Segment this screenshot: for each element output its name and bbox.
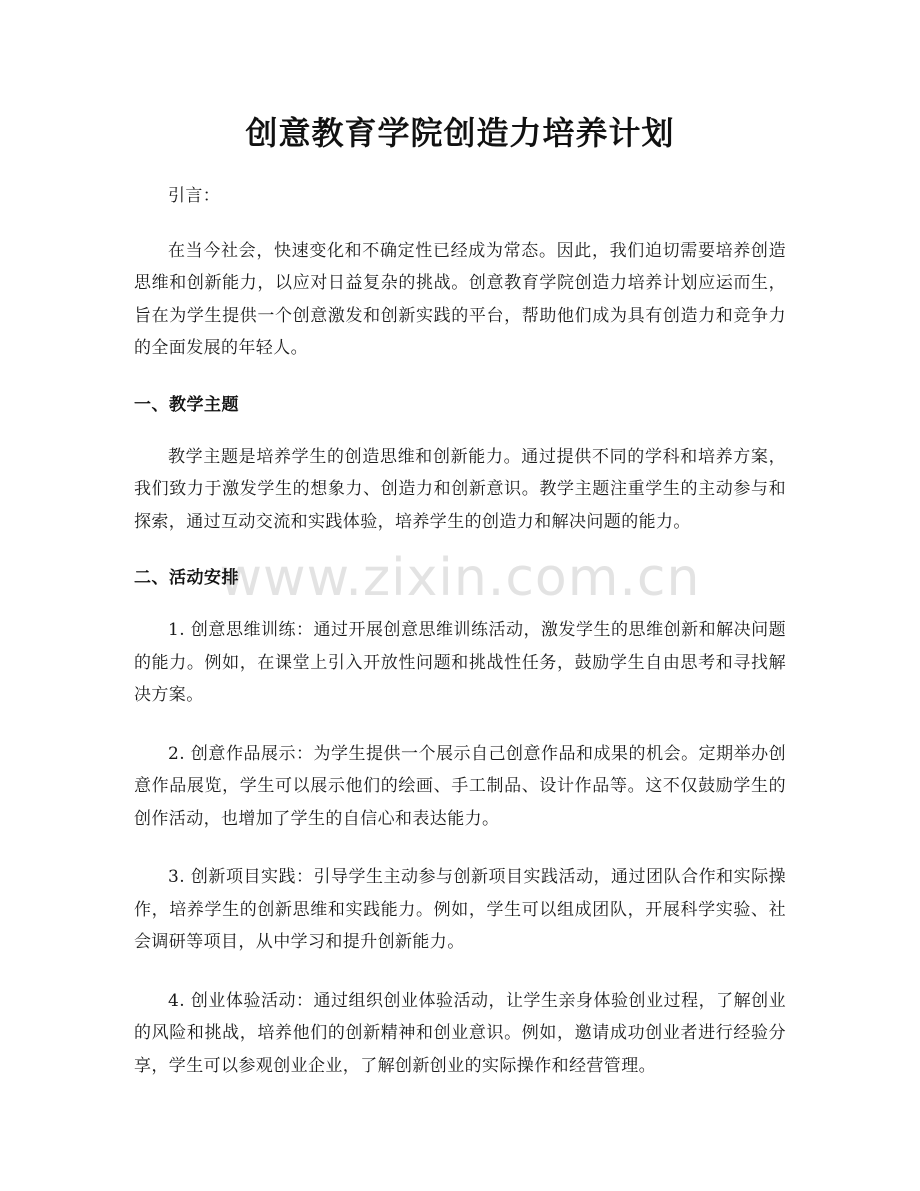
section-paragraph: 教学主题是培养学生的创造思维和创新能力。通过提供不同的学科和培养方案，我们致力于激发学生的想象力、创造力和创新意识。教学主题注重学生的主动参与和探索，通过互动交流和实践体验，培养学生的创造力和解决问题的能力。 [134, 446, 786, 532]
activity-item-4: 4. 创业体验活动：通过组织创业体验活动，让学生亲身体验创业过程，了解创业的风险和挑战，培养他们的创新精神和创业意识。例如，邀请成功创业者进行经验分享，学生可以参观创业企业，了解创新创业的实际操作和经营管理。 [134, 990, 786, 1076]
activity-item-2: 2. 创意作品展示：为学生提供一个展示自己创意作品和成果的机会。定期举办创意作品展览，学生可以展示他们的绘画、手工制品、设计作品等。这不仅鼓励学生的创作活动，也增加了学生的自信心和表达能力。 [134, 743, 786, 829]
activity-item-3: 3. 创新项目实践：引导学生主动参与创新项目实践活动，通过团队合作和实际操作，培养学生的创新思维和实践能力。例如，学生可以组成团队，开展科学实验、社会调研等项目，从中学习和提升创新能力。 [134, 867, 786, 952]
document-title: 创意教育学院创造力培养计划 [245, 114, 675, 152]
section-heading-teaching-theme: 一、教学主题 [134, 394, 239, 415]
document-body [134, 180, 786, 1108]
watermark: www.zixin.com.cn [219, 548, 701, 608]
intro-label: 引言： [168, 186, 221, 206]
activity-item-1: 1. 创意思维训练：通过开展创意思维训练活动，激发学生的思维创新和解决问题的能力。例如，在课堂上引入开放性问题和挑战性任务，鼓励学生自由思考和寻找解决方案。 [134, 620, 786, 705]
intro-paragraph: 在当今社会，快速变化和不确定性已经成为常态。因此，我们迫切需要培养创造思维和创新能力，以应对日益复杂的挑战。创意教育学院创造力培养计划应运而生，旨在为学生提供一个创意激发和创新实践的平台，帮助他们成为具有创造力和竞争力的全面发展的年轻人。 [134, 240, 786, 358]
section-heading-activities: 二、活动安排 [134, 568, 239, 588]
